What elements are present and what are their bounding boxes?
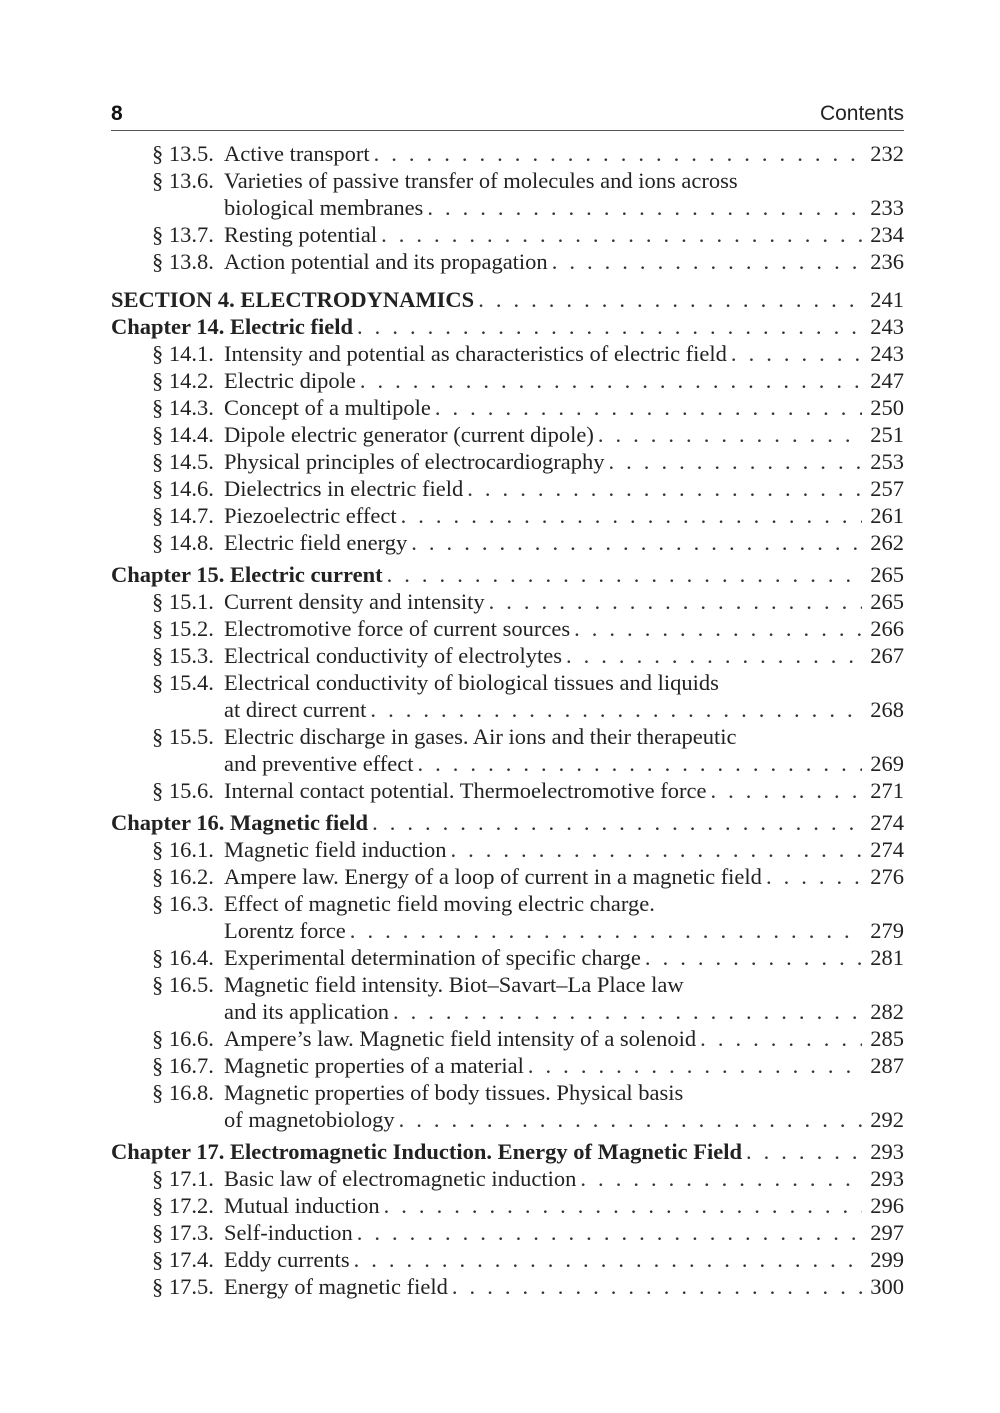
dot-leader	[566, 642, 862, 669]
toc-section-number: § 13.5.	[152, 141, 214, 166]
toc-page-number: 257	[870, 476, 904, 501]
toc-section-entry	[111, 248, 904, 275]
toc-entry-title: SECTION 4. ELECTRODYNAMICS	[111, 287, 475, 312]
toc-page-number: 274	[870, 810, 904, 835]
toc-chapter-entry	[111, 809, 904, 836]
toc-entry-title: biological membranes	[224, 195, 424, 220]
toc-section-number: § 14.8.	[152, 530, 214, 555]
dot-leader	[354, 1246, 862, 1273]
toc-page-number: 262	[870, 530, 904, 555]
toc-entry-title: Electrical conductivity of electrolytes	[224, 643, 562, 668]
toc-section-number: § 17.2.	[152, 1193, 214, 1218]
toc-entry-title: Basic law of electromagnetic induction	[224, 1166, 577, 1191]
toc-entry-title: Chapter 15. Electric current	[111, 562, 383, 587]
toc-section-entry	[111, 1246, 904, 1273]
dot-leader	[393, 998, 862, 1025]
dot-leader	[411, 529, 862, 556]
dot-leader	[731, 340, 862, 367]
toc-entry-title: Resting potential	[224, 222, 378, 247]
toc-section-number: § 16.7.	[152, 1053, 214, 1078]
toc-entry-title: Intensity and potential as characteristics of electric field	[224, 341, 727, 366]
toc-entry-title: at direct current	[224, 697, 367, 722]
toc-page-number: 251	[870, 422, 904, 447]
dot-leader	[452, 1273, 862, 1300]
toc-entry-title: Effect of magnetic field moving electric charge.	[224, 891, 655, 916]
toc-section-entry	[111, 221, 904, 248]
toc-entry-title: Electrical conductivity of biological tissues and liquids	[224, 670, 719, 695]
toc-entry-continuation	[111, 1106, 904, 1133]
toc-entry-title: Mutual induction	[224, 1193, 380, 1218]
toc-section-number: § 16.2.	[152, 864, 214, 889]
running-title: Contents	[819, 102, 904, 125]
toc-chapter-entry	[111, 1138, 904, 1165]
toc-section-entry	[111, 1079, 904, 1106]
toc-section-number: § 16.5.	[152, 972, 214, 997]
toc-page-number: 261	[870, 503, 904, 528]
toc-entry-title: Dielectrics in electric field	[224, 476, 464, 501]
toc-entry-title: Action potential and its propagation	[224, 249, 548, 274]
toc-section-entry	[111, 971, 904, 998]
toc-page-number: 300	[870, 1274, 904, 1299]
toc-entry-title: Chapter 16. Magnetic field	[111, 810, 369, 835]
toc-entry-continuation	[111, 750, 904, 777]
toc-entry-title: Electric dipole	[224, 368, 356, 393]
toc-entry-title: Piezoelectric effect	[224, 503, 397, 528]
toc-chapter-entry	[111, 313, 904, 340]
toc-page-number: 274	[870, 837, 904, 862]
toc-section-entry	[111, 140, 904, 167]
toc-page-number: 253	[870, 449, 904, 474]
toc-page-number: 247	[870, 368, 904, 393]
toc-entry-continuation	[111, 998, 904, 1025]
toc-entry-title: Experimental determination of specific charge	[224, 945, 641, 970]
toc-section-entry	[111, 944, 904, 971]
toc-section-number: § 17.5.	[152, 1274, 214, 1299]
dot-leader	[417, 750, 862, 777]
toc-page-number: 265	[870, 589, 904, 614]
running-header	[111, 100, 904, 131]
toc-entry-title: Ampere law. Energy of a loop of current in a magnetic field	[224, 864, 762, 889]
toc-page-number: 234	[870, 222, 904, 247]
toc-section-number: § 17.1.	[152, 1166, 214, 1191]
toc-section-entry	[111, 723, 904, 750]
toc-section-number: § 14.5.	[152, 449, 214, 474]
toc-section-entry	[111, 340, 904, 367]
toc-entry-title: Energy of magnetic field	[224, 1274, 448, 1299]
toc-page-number: 267	[870, 643, 904, 668]
toc-section-number: § 14.6.	[152, 476, 214, 501]
toc-section-number: § 15.4.	[152, 670, 214, 695]
dot-leader	[350, 917, 862, 944]
toc-entry-title: Magnetic field induction	[224, 837, 447, 862]
toc-page-number: 236	[870, 249, 904, 274]
toc-page-number: 269	[870, 751, 904, 776]
dot-leader	[580, 1165, 862, 1192]
dot-leader	[478, 286, 862, 313]
toc-entry-title: Internal contact potential. Thermoelectromotive force	[224, 778, 707, 803]
dot-leader	[387, 561, 862, 588]
toc-section-number: § 14.1.	[152, 341, 214, 366]
toc-section-number: § 17.4.	[152, 1247, 214, 1272]
toc-section-entry	[111, 1219, 904, 1246]
toc-page-number: 232	[870, 141, 904, 166]
toc-page-number: 296	[870, 1193, 904, 1218]
toc-section-entry	[111, 1025, 904, 1052]
dot-leader	[384, 1192, 862, 1219]
toc-section-number: § 14.7.	[152, 503, 214, 528]
dot-leader	[372, 809, 862, 836]
toc-section-entry	[111, 669, 904, 696]
toc-section-entry	[111, 890, 904, 917]
toc-page-number: 250	[870, 395, 904, 420]
toc-section-number: § 16.1.	[152, 837, 214, 862]
toc-entry-title: Current density and intensity	[224, 589, 485, 614]
toc-section-entry	[111, 1273, 904, 1300]
toc-section-number: § 15.6.	[152, 778, 214, 803]
toc-entry-continuation	[111, 917, 904, 944]
dot-leader	[766, 863, 862, 890]
toc-entry-title: Chapter 14. Electric field	[111, 314, 354, 339]
dot-leader	[399, 1106, 862, 1133]
toc-section-number: § 13.8.	[152, 249, 214, 274]
toc-section-entry	[111, 642, 904, 669]
toc-section-entry	[111, 394, 904, 421]
dot-leader	[528, 1052, 862, 1079]
toc-section-entry	[111, 502, 904, 529]
toc-section-number: § 16.3.	[152, 891, 214, 916]
dot-leader	[746, 1138, 862, 1165]
toc-page-number: 287	[870, 1053, 904, 1078]
toc-page-number: 293	[870, 1139, 904, 1164]
toc-section-entry	[111, 588, 904, 615]
dot-leader	[450, 836, 862, 863]
toc-section-entry	[111, 1192, 904, 1219]
toc-section-number: § 16.6.	[152, 1026, 214, 1051]
dot-leader	[489, 588, 862, 615]
toc-entry-title: Electromotive force of current sources	[224, 616, 571, 641]
toc-section-number: § 15.3.	[152, 643, 214, 668]
toc-section-entry	[111, 1165, 904, 1192]
toc-entry-title: Electric field energy	[224, 530, 408, 555]
toc-entry-title: Chapter 17. Electromagnetic Induction. Energy of Magnetic Field	[111, 1139, 742, 1164]
dot-leader	[381, 221, 862, 248]
toc-entry-title: Electric discharge in gases. Air ions and their therapeutic	[224, 724, 737, 749]
dot-leader	[435, 394, 862, 421]
toc-page-number: 233	[870, 195, 904, 220]
toc-page-number: 241	[870, 287, 904, 312]
dot-leader	[467, 475, 862, 502]
toc-page-number: 276	[870, 864, 904, 889]
dot-leader	[360, 367, 862, 394]
toc-section-entry	[111, 367, 904, 394]
toc-entry-title: Dipole electric generator (current dipole)	[224, 422, 594, 447]
toc-entry-continuation	[111, 194, 904, 221]
table-of-contents	[111, 140, 904, 1300]
dot-leader	[645, 944, 862, 971]
toc-entry-title: Active transport	[224, 141, 370, 166]
dot-leader	[401, 502, 862, 529]
dot-leader	[427, 194, 862, 221]
toc-section-number: § 14.2.	[152, 368, 214, 393]
toc-section-number: § 15.1.	[152, 589, 214, 614]
toc-entry-title: of magnetobiology	[224, 1107, 395, 1132]
toc-entry-title: Varieties of passive transfer of molecules and ions across	[224, 168, 738, 193]
toc-page-number: 285	[870, 1026, 904, 1051]
toc-section-entry	[111, 863, 904, 890]
dot-leader	[609, 448, 863, 475]
toc-page-number: 293	[870, 1166, 904, 1191]
toc-page-number: 243	[870, 314, 904, 339]
toc-page-number: 265	[870, 562, 904, 587]
toc-section-entry	[111, 475, 904, 502]
toc-entry-title: Magnetic field intensity. Biot–Savart–La Place law	[224, 972, 684, 997]
toc-entry-title: Concept of a multipole	[224, 395, 431, 420]
toc-section-entry	[111, 421, 904, 448]
toc-section-number: § 15.2.	[152, 616, 214, 641]
toc-section-entry	[111, 836, 904, 863]
toc-section-entry	[111, 167, 904, 194]
toc-page-number: 243	[870, 341, 904, 366]
toc-page-number: 282	[870, 999, 904, 1024]
dot-leader	[552, 248, 862, 275]
toc-page-number: 266	[870, 616, 904, 641]
toc-entry-title: and its application	[224, 999, 389, 1024]
toc-entry-title: Magnetic properties of body tissues. Physical basis	[224, 1080, 684, 1105]
dot-leader	[357, 313, 862, 340]
toc-chapter-entry	[111, 561, 904, 588]
toc-section-entry	[111, 1052, 904, 1079]
toc-section-number: § 13.6.	[152, 168, 214, 193]
dot-leader	[711, 777, 863, 804]
toc-section-entry	[111, 529, 904, 556]
toc-part-entry	[111, 286, 904, 313]
toc-page-number: 297	[870, 1220, 904, 1245]
toc-page-number: 299	[870, 1247, 904, 1272]
toc-page-number: 292	[870, 1107, 904, 1132]
toc-entry-title: Ampere’s law. Magnetic field intensity of a solenoid	[224, 1026, 697, 1051]
toc-entry-title: Lorentz force	[224, 918, 346, 943]
toc-section-number: § 16.4.	[152, 945, 214, 970]
toc-page-number: 271	[870, 778, 904, 803]
toc-section-number: § 17.3.	[152, 1220, 214, 1245]
toc-entry-title: and preventive effect	[224, 751, 414, 776]
toc-entry-title: Physical principles of electrocardiography	[224, 449, 605, 474]
toc-section-number: § 15.5.	[152, 724, 214, 749]
toc-entry-title: Self-induction	[224, 1220, 353, 1245]
toc-section-number: § 14.4.	[152, 422, 214, 447]
toc-section-entry	[111, 777, 904, 804]
toc-section-entry	[111, 615, 904, 642]
dot-leader	[374, 140, 862, 167]
toc-section-number: § 16.8.	[152, 1080, 214, 1105]
toc-section-entry	[111, 448, 904, 475]
toc-page-number: 281	[870, 945, 904, 970]
toc-section-number: § 14.3.	[152, 395, 214, 420]
dot-leader	[574, 615, 862, 642]
toc-section-number: § 13.7.	[152, 222, 214, 247]
page-number: 8	[111, 102, 123, 125]
dot-leader	[700, 1025, 862, 1052]
toc-page-number: 268	[870, 697, 904, 722]
dot-leader	[598, 421, 862, 448]
toc-entry-title: Eddy currents	[224, 1247, 350, 1272]
toc-page-number: 279	[870, 918, 904, 943]
dot-leader	[357, 1219, 862, 1246]
dot-leader	[370, 696, 862, 723]
toc-entry-title: Magnetic properties of a material	[224, 1053, 524, 1078]
toc-entry-continuation	[111, 696, 904, 723]
